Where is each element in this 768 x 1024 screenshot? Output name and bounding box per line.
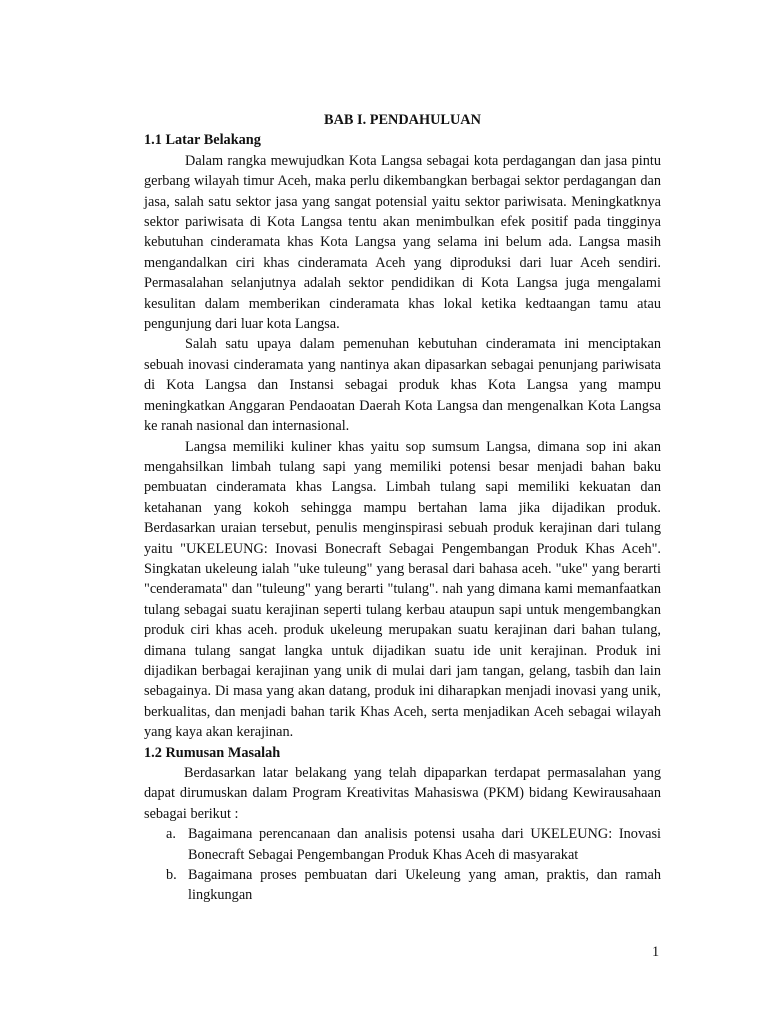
page-content — [144, 110, 661, 906]
problem-list — [144, 824, 661, 906]
list-marker: a. — [166, 826, 176, 843]
list-item-text: Bagaimana perencanaan dan analisis potensi usaha dari UKELEUNG: Inovasi Bonecraft Sebagai Pengembangan Produk Khas Aceh di masyarakat — [188, 826, 661, 863]
chapter-title: BAB I. PENDAHULUAN — [324, 112, 481, 128]
list-item-text: Bagaimana proses pembuatan dari Ukeleung yang aman, praktis, dan ramah lingkungan — [188, 867, 661, 904]
list-item — [144, 824, 661, 865]
paragraph-rumusan-intro: Berdasarkan latar belakang yang telah dipaparkan terdapat permasalahan yang dapat dirumuskan dalam Program Kreativitas Mahasiswa (PKM) bidang Kewirausahaan sebagai berikut : — [144, 765, 661, 822]
section-heading-latar-belakang: 1.1 Latar Belakang — [144, 132, 261, 149]
paragraph-latar-belakang-1: Dalam rangka mewujudkan Kota Langsa sebagai kota perdagangan dan jasa pintu gerbang wilayah timur Aceh, maka perlu dikembangkan berbagai sektor perdagangan dan jasa, salah satu sektor jasa yang sangat potensial yaitu sektor pariwisata. Meningkatknya sektor pariwisata di Kota Langsa tentu akan menimbulkan efek positif pada tingginya kebutuhan cinderamata khas Kota Langsa yang selama ini belum ada. Langsa masih mengandalkan ciri khas cinderamata Aceh yang diproduksi dari luar Aceh sendiri. Permasalahan selanjutnya adalah sektor pendidikan di Kota Langsa juga mengalami kesulitan dalam memberikan cinderamata khas lokal ketika kedtaangan tamu atau pengunjung dari luar kota Langsa. — [144, 152, 661, 333]
section-heading-rumusan-masalah: 1.2 Rumusan Masalah — [144, 744, 281, 761]
page-number: 1 — [652, 944, 660, 960]
list-marker: b. — [166, 867, 177, 884]
paragraph-latar-belakang-3: Langsa memiliki kuliner khas yaitu sop sumsum Langsa, dimana sop ini akan mengahsilkan limbah tulang sapi yang memiliki potensi besar menjadi bahan baku pembuatan cinderamata khas Langsa. Limbah tulang sapi memiliki kekuatan dan ketahanan yang kokoh sehingga mampu bertahan lama jika dijadikan produk. Berdasarkan uraian tersebut, penulis menginspirasi sebuah produk kerajinan dari tulang yaitu "UKELEUNG: Inovasi Bonecraft Sebagai Pengembangan Produk Khas Aceh". Singkatan ukeleung ialah "uke tuleung" yang berasal dari bahasa aceh. "uke" yang berarti "cenderamata" dan "tuleung" yang berarti "tulang". nah yang dimana kami memanfaatkan tulang sebagai suatu kerajinan seperti tulang kerbau ataupun sapi untuk mengembangkan produk ciri khas aceh. produk ukeleung merupakan suatu kerajinan dari bahan tulang, dimana tulang sangat langka untuk dijadikan suatu ide unit kerajinan. Produk ini dijadikan berbagai kerajinan yang unik di mulai dari jam tangan, gelang, tasbih dan lain sebagainya. Di masa yang akan datang, produk ini diharapkan menjadi inovasi yang unik, berkualitas, dan menjadi bahan tarik Khas Aceh, serta menjadikan Aceh sebagai wilayah yang kaya akan kerajinan. — [144, 438, 661, 741]
list-item — [144, 865, 661, 906]
paragraph-latar-belakang-2: Salah satu upaya dalam pemenuhan kebutuhan cinderamata ini menciptakan sebuah inovasi cinderamata yang nantinya akan dipasarkan sebagai penunjang pariwisata di Kota Langsa dan Instansi sebagai produk khas Kota Langsa yang mampu meningkatkan Anggaran Pendaoatan Daerah Kota Langsa dan mengenalkan Kota Langsa ke ranah nasional dan internasional. — [144, 336, 661, 435]
